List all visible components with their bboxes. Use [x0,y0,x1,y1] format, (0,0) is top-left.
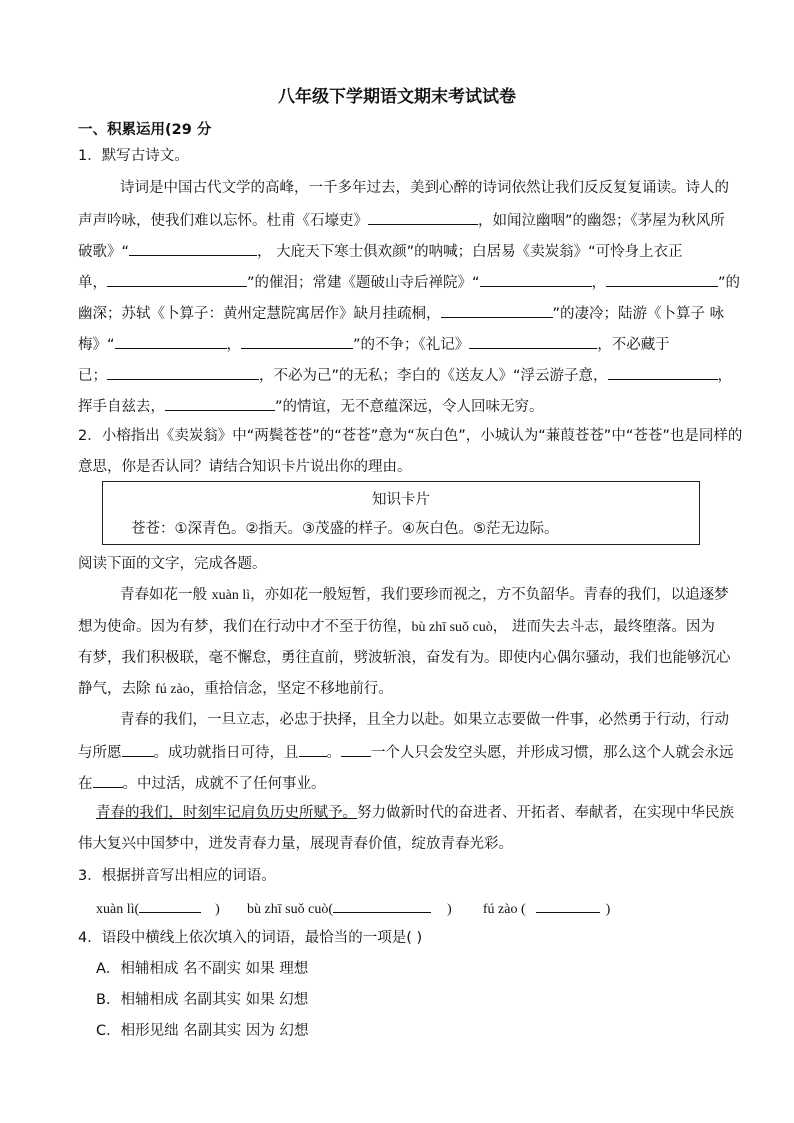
q1-text: ，不必藏于 [597,337,670,353]
passage-text: 。 [326,745,341,761]
fill-blank[interactable] [115,333,227,349]
passage-text: ， 进而失去斗志，最终堕落。因为 [492,619,715,635]
q3-heading: 3．根据拼音写出相应的词语。 [78,868,276,884]
knowledge-card-title: 知识卡片 [372,492,430,508]
pinyin: xuàn lì [211,588,251,603]
section-heading: 一、积累运用(29 分 [78,122,212,138]
q1-text: ， [591,275,607,291]
fill-blank[interactable] [165,395,275,411]
passage-text: ，亦如花一般短暂，我们要珍而视之，方不负韶华。青春的我们，以追逐梦 [250,587,729,603]
fill-blank[interactable] [480,271,592,287]
passage-text: 青春如花一般 [120,587,212,603]
q1-text: ”的凄冷；陆游《卜算子 咏 [552,306,725,322]
q1-line [78,333,670,355]
q1-line [78,302,724,324]
answer-blank[interactable] [333,897,431,913]
q1-text: 单， [78,275,107,291]
passage-text: 一个人只会发空头愿，并形成习惯，那么这个人就会永远 [371,745,734,761]
fill-blank[interactable] [93,772,123,788]
q1-line [78,240,683,262]
fill-blank[interactable] [469,333,597,349]
pinyin: ) [215,902,220,917]
passage-text: 。成功就指日可待，且 [153,745,299,761]
pinyin: ) [605,902,611,917]
fill-blank[interactable] [129,240,257,256]
q2-line: 意思，你是否认同？请结合知识卡片说出你的理由。 [78,459,412,475]
q1-text: ”的 [718,275,741,291]
fill-blank[interactable] [341,741,371,757]
q1-text: ， [226,337,242,353]
q1-line [78,271,740,293]
q1-line [78,364,732,386]
q1-text: ”的催泪；常建《题破山寺后禅院》“ [247,275,480,291]
q1-text: ，如闻泣幽咽”的幽怨；《茅屋为秋风所 [478,213,725,229]
page-title: 八年级下学期语文期末考试试卷 [278,87,516,107]
q1-text: 声声吟咏，使我们难以忘怀。杜甫《石壕吏》 [78,213,368,229]
fill-blank[interactable] [606,271,718,287]
passage-line [78,617,715,638]
passage-line [96,803,734,823]
fill-blank[interactable] [107,364,259,380]
q1-text: 破歌》“ [78,244,130,260]
fill-blank[interactable] [241,333,353,349]
passage-text: 在 [78,776,93,792]
q1-text: ”的情谊，无不意蕴深远，令人回味无穷。 [275,399,544,415]
passage-line [120,585,729,606]
q1-text: 幽深；苏轼《卜算子：黄州定慧院寓居作》缺月挂疏桐， [78,306,441,322]
passage-text: 。中过活，成就不了任何事业。 [122,776,326,792]
fill-blank[interactable] [368,209,478,225]
answer-blank[interactable] [139,897,201,913]
answer-blank[interactable] [536,897,600,913]
fill-blank[interactable] [122,741,154,757]
q1-line [78,209,725,231]
q1-text: 已； [78,368,107,384]
q4-option-a[interactable]: A．相辅相成 名不副实 如果 理想 [96,961,309,977]
knowledge-card [102,481,700,545]
q1-text: ”的不争；《礼记》 [353,337,470,353]
pinyin: fú zào [155,682,190,697]
q1-text: ，不必为己”的无私；李白的《送友人》“浮云游子意， [259,368,608,384]
pinyin: ) [446,902,452,917]
passage-text: ，重拾信念，坚定不移地前行。 [189,681,393,697]
passage-line: 青春的我们，一旦立志，必忠于抉择，且全力以赴。如果立志要做一件事，必然勇于行动，行动 [120,712,729,728]
q2-line: 2．小榕指出《卖炭翁》中“两鬓苍苍”的“苍苍”意为“灰白色”，小城认为“蒹葭苍苍”中“苍苍”也是同样的 [78,428,743,444]
passage-line [78,772,326,794]
fill-blank[interactable] [608,364,718,380]
q1-line [78,395,544,417]
fill-blank[interactable] [107,271,247,287]
passage-text: 与所愿 [78,745,122,761]
passage-text: 静气，去除 [78,681,156,697]
q1-heading: 1．默写古诗文。 [78,148,189,164]
q3-pinyin-row [96,897,610,920]
passage-line: 伟大复兴中国梦中，迸发青春力量，展现青春价值，绽放青春光彩。 [78,836,513,852]
pinyin: fú zào ( [482,902,526,917]
fill-blank[interactable] [441,302,553,318]
fill-blank[interactable] [299,741,327,757]
passage-line: 有梦，我们积极联，毫不懈怠，勇往直前，劈波斩浪，奋发有为。即使内心偶尔骚动，我们也能够沉心 [78,650,731,666]
passage-text: 想为使命。因为有梦，我们在行动中才不至于彷徨， [78,619,412,635]
pinyin: bù zhī suǒ cuò( [247,902,333,917]
q4-option-c[interactable]: C．相形见绌 名副其实 因为 幻想 [96,1023,309,1039]
reading-intro: 阅读下面的文字，完成各题。 [78,556,267,572]
passage-line [78,741,734,763]
q4-heading: 4．语段中横线上依次填入的词语，最恰当的一项是( ) [78,930,423,946]
pinyin: bù zhī suǒ cuò [411,620,493,635]
q1-text: 梅》“ [78,337,115,353]
passage-line [78,679,393,700]
q1-text: ， 大庇天下寒士俱欢颜”的呐喊；白居易《卖炭翁》“可怜身上衣正 [257,244,683,260]
q1-line: 诗词是中国古代文学的高峰，一千多年过去，美到心醉的诗词依然让我们反反复复诵读。诗人的 [120,180,729,196]
q1-text: 挥手自兹去， [78,399,165,415]
passage-text: 努力做新时代的奋进者、开拓者、奉献者，在实现中华民族 [357,805,734,821]
q4-option-b[interactable]: B．相辅相成 名副其实 如果 幻想 [96,992,309,1008]
pinyin: xuàn lì( [96,902,140,917]
knowledge-card-body: 苍苍：①深青色。②指天。③茂盛的样子。④灰白色。⑤茫无边际。 [131,521,559,537]
q1-text: ， [717,368,733,384]
underlined-sentence: 青春的我们，时刻牢记肩负历史所赋予。 [96,805,357,821]
